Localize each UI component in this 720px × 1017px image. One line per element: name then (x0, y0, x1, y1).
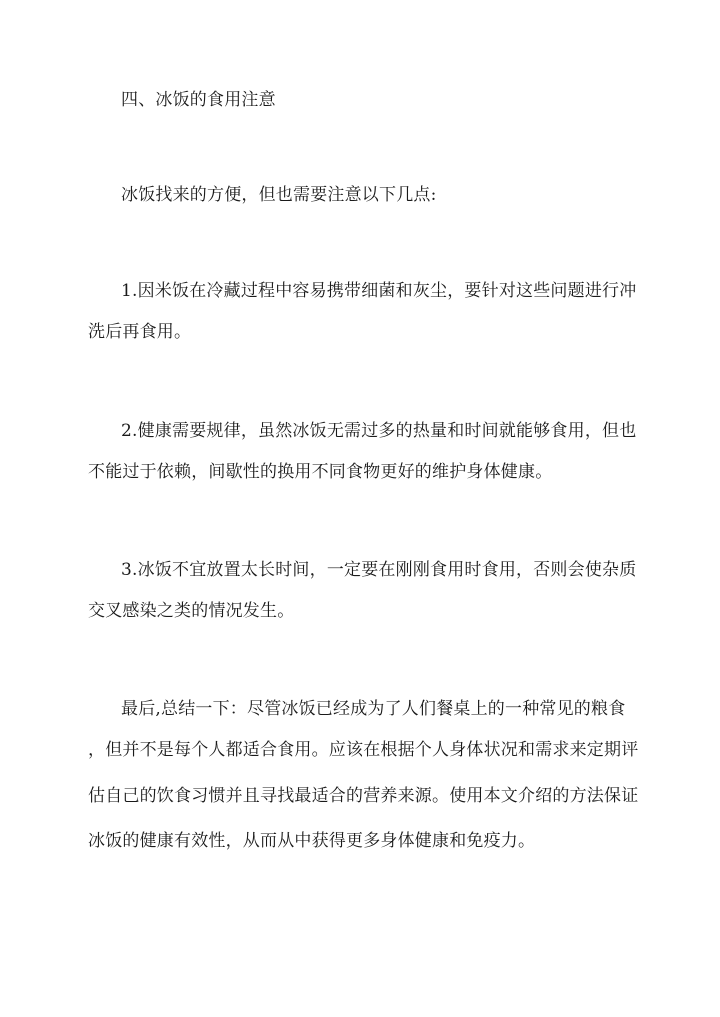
conclusion-line-4: 冰饭的健康有效性，从而从中获得更多身体健康和免疫力。 (88, 831, 536, 851)
list-item-2-line-1: 2.健康需要规律，虽然冰饭无需过多的热量和时间就能够食用，但也 (121, 421, 637, 441)
section-heading: 四、冰饭的食用注意 (121, 90, 276, 110)
conclusion-line-1: 最后,总结一下：尽管冰饭已经成为了人们餐桌上的一种常见的粮食 (121, 699, 626, 719)
list-item-2-line-2: 不能过于依赖，间歇性的换用不同食物更好的维护身体健康。 (88, 462, 553, 482)
list-item-3-line-1: 3.冰饭不宜放置太长时间，一定要在刚刚食用时食用，否则会使杂质 (121, 560, 637, 580)
list-item-3-line-2: 交叉感染之类的情况发生。 (88, 601, 295, 621)
list-item-1-line-1: 1.因米饭在冷藏过程中容易携带细菌和灰尘，要针对这些问题进行冲 (121, 281, 637, 301)
intro-paragraph: 冰饭找来的方便，但也需要注意以下几点: (121, 185, 437, 205)
list-item-1-line-2: 洗后再食用。 (88, 322, 192, 342)
conclusion-line-3: 估自己的饮食习惯并且寻找最适合的营养来源。使用本文介绍的方法保证 (88, 786, 639, 806)
conclusion-line-2: ，但并不是每个人都适合食用。应该在根据个人身体状况和需求来定期评 (88, 740, 639, 760)
